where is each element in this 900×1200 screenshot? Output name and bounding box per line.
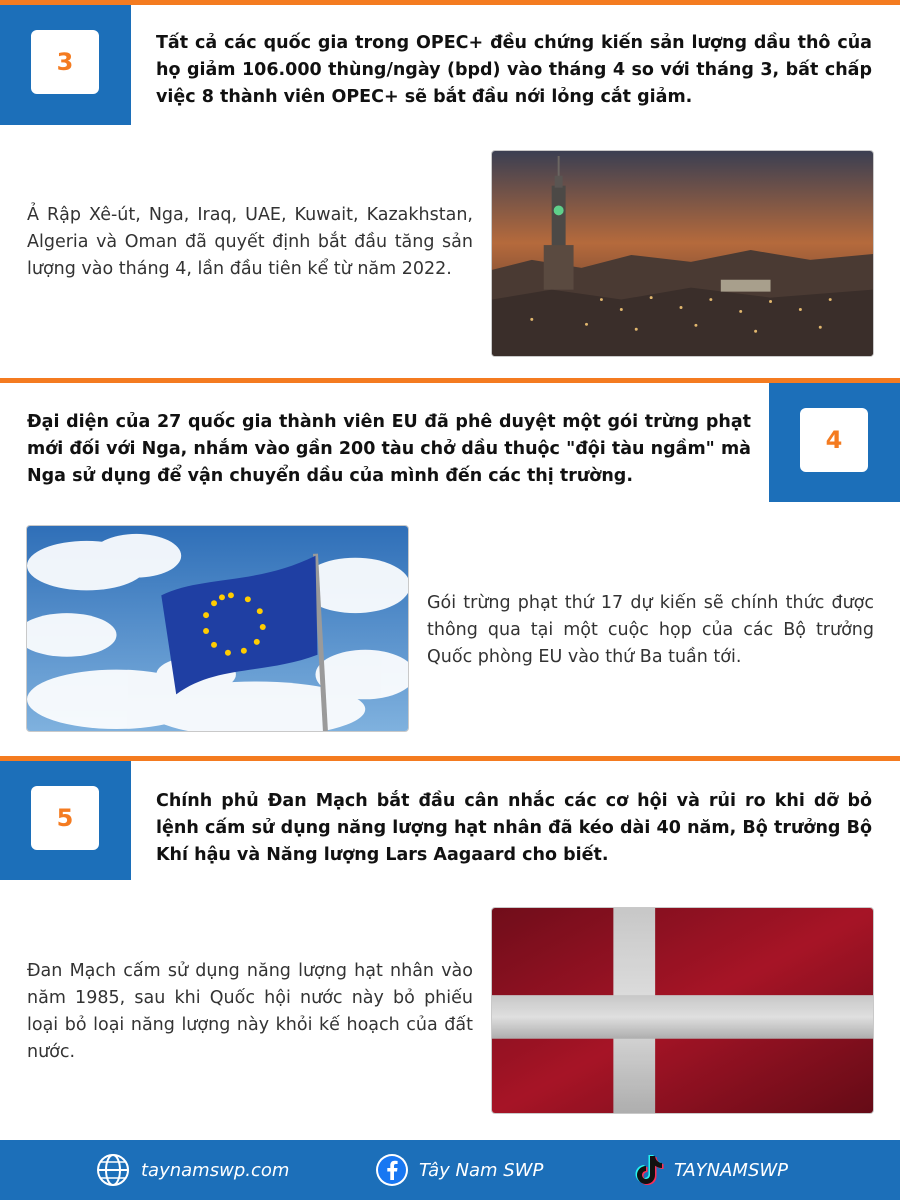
- section-5-headline: Chính phủ Đan Mạch bắt đầu cân nhắc các cơ hội và rủi ro khi dỡ bỏ lệnh cấm sử dụng năng lượng hạt nhân đã kéo dài 40 năm, Bộ trưởng Bộ Khí hậu và Năng lượng Lars Aagaard cho biết.: [156, 791, 872, 865]
- eu-flag-photo: [26, 525, 409, 732]
- footer-facebook[interactable]: [375, 1140, 543, 1200]
- section-4-top-rule: [0, 378, 900, 383]
- facebook-icon: [375, 1153, 409, 1187]
- facebook-link[interactable]: Tây Nam SWP: [419, 1159, 544, 1181]
- tiktok-link[interactable]: TAYNAMSWP: [674, 1159, 789, 1181]
- section-5-top-rule: [0, 756, 900, 761]
- globe-icon: [95, 1152, 131, 1188]
- section-4-headline: Đại diện của 27 quốc gia thành viên EU đã phê duyệt một gói trừng phạt mới đối với Nga, nhắm vào gần 200 tàu chở dầu thuộc "đội tàu ngầm" mà Nga sử dụng để vận chuyển dầu của mình đến các thị trường.: [27, 412, 751, 486]
- footer-bar: [0, 1140, 900, 1200]
- section-3-top-rule: [0, 0, 900, 5]
- section-3-body: Ả Rập Xê-út, Nga, Iraq, UAE, Kuwait, Kazakhstan, Algeria và Oman đã quyết định bắt đầu tăng sản lượng vào tháng 4, lần đầu tiên kể từ năm 2022.: [27, 205, 473, 279]
- section-3-number: 3: [31, 30, 99, 94]
- section-4-body: Gói trừng phạt thứ 17 dự kiến sẽ chính thức được thông qua tại một cuộc họp của các Bộ trưởng Quốc phòng EU vào thứ Ba tuần tới.: [427, 593, 874, 667]
- section-3-headline: Tất cả các quốc gia trong OPEC+ đều chứng kiến sản lượng dầu thô của họ giảm 106.000 thùng/ngày (bpd) vào tháng 4 so với tháng 3, bất chấp việc 8 thành viên OPEC+ sẽ bắt đầu nới lỏng cắt giảm.: [156, 33, 872, 107]
- section-5-body: Đan Mạch cấm sử dụng năng lượng hạt nhân vào năm 1985, sau khi Quốc hội nước này bỏ phiếu loại bỏ loại năng lượng này khỏi kế hoạch của đất nước.: [27, 961, 473, 1062]
- footer-tiktok[interactable]: [632, 1140, 788, 1200]
- website-link[interactable]: taynamswp.com: [141, 1159, 290, 1181]
- denmark-flag-photo: [491, 907, 874, 1114]
- section-4-number: 4: [800, 408, 868, 472]
- footer-website[interactable]: [95, 1140, 289, 1200]
- section-5-number: 5: [31, 786, 99, 850]
- tiktok-icon: [632, 1153, 664, 1187]
- mecca-city-photo: [491, 150, 874, 357]
